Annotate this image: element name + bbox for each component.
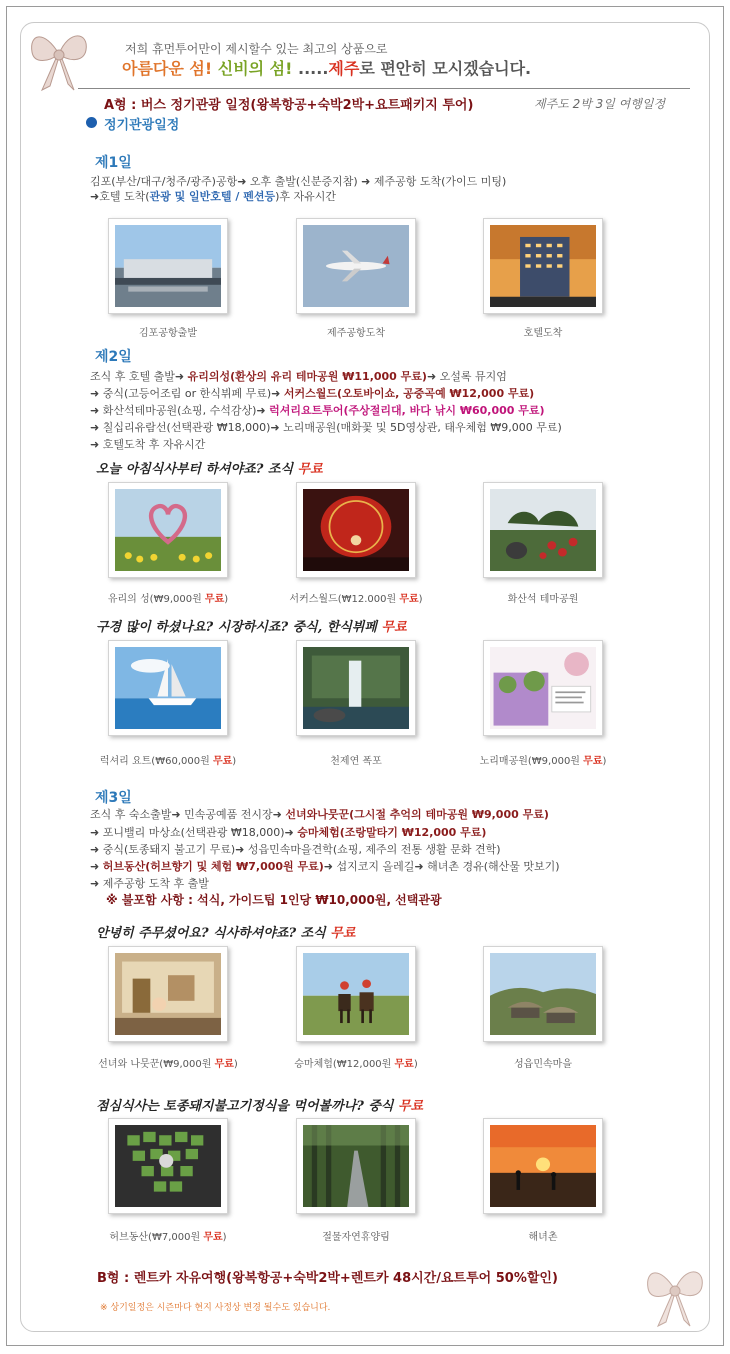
photo-volcanic-stone-park (483, 482, 603, 578)
photo-haenyeo-village (483, 1118, 603, 1214)
day2-breakfast-banner (96, 458, 323, 477)
day3-label: 제3일 (95, 790, 132, 806)
day3-line-1 (90, 808, 549, 822)
ribbon-bow-icon (24, 24, 94, 94)
cap-text: 화산석 테마공원 (507, 594, 579, 605)
cap-text: 허브동산(₩7,000원 (109, 1232, 204, 1243)
cap-text: 승마체험(₩12,000원 (294, 1059, 395, 1070)
photo-hotel (483, 218, 603, 314)
caption-gimpo: 김포공항출발 (139, 328, 197, 339)
tour-a-title: A형 : 버스 정기관광 일정(왕복항공+숙박2박+요트패키지 투어) (104, 98, 474, 113)
divider (78, 88, 690, 89)
day2-glass-castle: 유리의성(환상의 유리 테마공원 ₩11,000 무료) (187, 370, 427, 383)
cap-text: 노리매공원(₩9,000원 (479, 756, 584, 767)
brush4-free: 무료 (398, 1099, 424, 1114)
caption-fairy (78, 1055, 258, 1070)
cap-free: 무료 (583, 756, 603, 767)
brush4-text: 점심식사는 토종돼지불고기정식을 먹어볼까나? 중식 (96, 1099, 398, 1114)
day2-line-4: ➜ 칠십리유람선(선택관광 ₩18,000)➜ 노리매공원(매화꽃 및 5D영상관, 태우체험 ₩9,000 무료) (90, 421, 562, 434)
intro-mystery: 신비의 섬! (217, 59, 293, 78)
day1-label: 제1일 (95, 155, 132, 171)
exclusions: ※ 불포함 사항 : 석식, 가이드팁 1인당 ₩10,000원, 선택관광 (106, 893, 442, 907)
caption-village (453, 1055, 633, 1070)
cap-text: 해녀촌 (528, 1232, 558, 1243)
day2-line-3 (90, 404, 545, 418)
day2-l2a: ➜ 중식(고등어조림 or 한식뷔페 무료)➜ (90, 387, 284, 400)
day3-lunch-banner (96, 1095, 423, 1114)
day2-line-1 (90, 370, 507, 384)
day1-line-1: 김포(부산/대구/청주/광주)공항➜ 오후 출발(신분증지참) ➜ 제주공항 도착(가이드 미팅) (90, 175, 507, 188)
schedule-title: 정기관광일정 (104, 118, 180, 133)
caption-haenyeo (453, 1228, 633, 1243)
photo-horse-riding (296, 946, 416, 1042)
day2-l1a: 조식 후 호텔 출발➜ (90, 370, 188, 383)
day2-l3a: ➜ 화산석테마공원(쇼핑, 수석감상)➜ (90, 404, 270, 417)
day2-line-2 (90, 387, 534, 401)
day3-horse: 승마체험(조랑말타기 ₩12,000 무료) (297, 826, 487, 839)
intro-tail: 로 편안히 모시겠습니다. (359, 59, 532, 78)
brush1-text: 오늘 아침식사부터 하셔야죠? 조식 (96, 462, 298, 477)
caption-hotel: 호텔도착 (523, 328, 563, 339)
photo-cheonjeyeon-falls (296, 640, 416, 736)
brush3-free: 무료 (330, 926, 356, 941)
caption-circus-world (266, 590, 446, 605)
cap-free: 무료 (203, 1232, 223, 1243)
brush1-free: 무료 (297, 462, 323, 477)
tour-b-title: B형 : 렌트카 자유여행(왕복항공+숙박2박+렌트카 48시간/요트투어 50%할인) (97, 1271, 558, 1286)
day2-yacht: 럭셔리요트투어(주상절리대, 바다 낚시 ₩60,000 무료) (269, 404, 545, 417)
day3-line-2 (90, 826, 486, 840)
photo-glass-castle (108, 482, 228, 578)
day3-l4a: ➜ (90, 860, 103, 873)
intro-dots: ..... (298, 59, 329, 78)
cap-end: ) (233, 1059, 238, 1070)
photo-fairy-woodcutter (108, 946, 228, 1042)
cap-end: ) (232, 756, 237, 767)
cap-free: 무료 (204, 594, 225, 605)
intro-beautiful: 아름다운 섬! (122, 59, 213, 78)
cap-end: ) (224, 594, 229, 605)
cap-text: 선녀와 나뭇꾼(₩9,000원 (98, 1059, 215, 1070)
cap-free: 무료 (214, 1059, 234, 1070)
caption-yacht (78, 752, 258, 767)
cap-free: 무료 (399, 594, 419, 605)
cap-text: 성읍민속마을 (514, 1059, 572, 1070)
cap-text: 서커스월드(₩12.000원 (289, 594, 400, 605)
day2-line-5: ➜ 호텔도착 후 자유시간 (90, 438, 206, 451)
photo-gimpo-airport (108, 218, 228, 314)
caption-volcanic-park (453, 590, 633, 605)
brush3-text: 안녕히 주무셨어요? 식사하셔야죠? 조식 (96, 926, 331, 941)
caption-horse (266, 1055, 446, 1070)
cap-text: 절물자연휴양림 (322, 1232, 390, 1243)
day3-fairy: 선녀와나뭇꾼(그시절 추억의 테마공원 ₩9,000 무료) (285, 808, 549, 821)
day2-label: 제2일 (95, 349, 132, 365)
photo-seongeup-village (483, 946, 603, 1042)
cap-end: ) (413, 1059, 418, 1070)
ribbon-bow-icon (640, 1260, 710, 1330)
day1-line-2c: )후 자유시간 (275, 190, 337, 203)
day2-l1c: ➜ 오설록 뮤지엄 (426, 370, 507, 383)
caption-glass-castle (78, 590, 258, 605)
cap-text: 유리의 성(₩9,000원 (107, 594, 205, 605)
day3-l2a: ➜ 포니밸리 마상쇼(선택관광 ₩18,000)➜ (90, 826, 298, 839)
intro-jeju: 제주 (328, 59, 360, 78)
day3-line-3: ➜ 중식(토종돼지 불고기 무료)➜ 성읍민속마을견학(쇼핑, 제주의 전통 생활 문화 견학) (90, 843, 501, 856)
intro-line-1: 저희 휴먼투어만이 제시할수 있는 최고의 상품으로 (125, 42, 388, 56)
intro-line-2 (122, 56, 531, 79)
day3-line-5: ➜ 제주공항 도착 후 출발 (90, 877, 209, 890)
tour-a-subtitle: 제주도 2박 3일 여행일정 (534, 97, 666, 111)
photo-circus-world (296, 482, 416, 578)
photo-luxury-yacht (108, 640, 228, 736)
photo-norimae-park (483, 640, 603, 736)
day1-line-2 (90, 190, 336, 204)
cap-text: 럭셔리 요트(₩60,000원 (99, 756, 213, 767)
day2-lunch-banner (96, 616, 407, 635)
caption-norimae (453, 752, 633, 767)
caption-jeju-airport: 제주공항도착 (327, 328, 385, 339)
cap-end: ) (418, 594, 423, 605)
brush2-free: 무료 (381, 620, 407, 635)
schedule-note: ※ 상기일정은 시즌마다 현지 사정상 변경 될수도 있습니다. (100, 1303, 331, 1313)
caption-forest (266, 1228, 446, 1243)
day1-hotel-type: 관광 및 일반호텔 / 펜션등 (149, 190, 276, 203)
cap-free: 무료 (394, 1059, 414, 1070)
bullet-icon (86, 117, 97, 128)
brush2-text: 구경 많이 하셨나요? 시장하시죠? 중식, 한식뷔페 (96, 620, 382, 635)
cap-end: ) (222, 1232, 227, 1243)
day3-herb: 허브동산(허브향기 및 체험 ₩7,000원 무료) (102, 860, 324, 873)
caption-herb (78, 1228, 258, 1243)
day3-l4c: ➜ 섭지코지 올레길➜ 해녀촌 경유(해산물 맛보기) (323, 860, 560, 873)
day3-breakfast-banner (96, 922, 355, 941)
day3-l1a: 조식 후 숙소출발➜ 민속공예품 전시장➜ (90, 808, 286, 821)
day1-line-2a: ➜호텔 도착( (90, 190, 150, 203)
photo-herb-garden (108, 1118, 228, 1214)
cap-text: 천제연 폭포 (330, 756, 382, 767)
photo-jeolmul-forest (296, 1118, 416, 1214)
cap-free: 무료 (212, 756, 233, 767)
cap-end: ) (602, 756, 607, 767)
day3-line-4 (90, 860, 560, 874)
caption-falls (266, 752, 446, 767)
day2-circus: 서커스월드(오토바이쇼, 공중곡예 ₩12,000 무료) (283, 387, 535, 400)
photo-jeju-airport (296, 218, 416, 314)
